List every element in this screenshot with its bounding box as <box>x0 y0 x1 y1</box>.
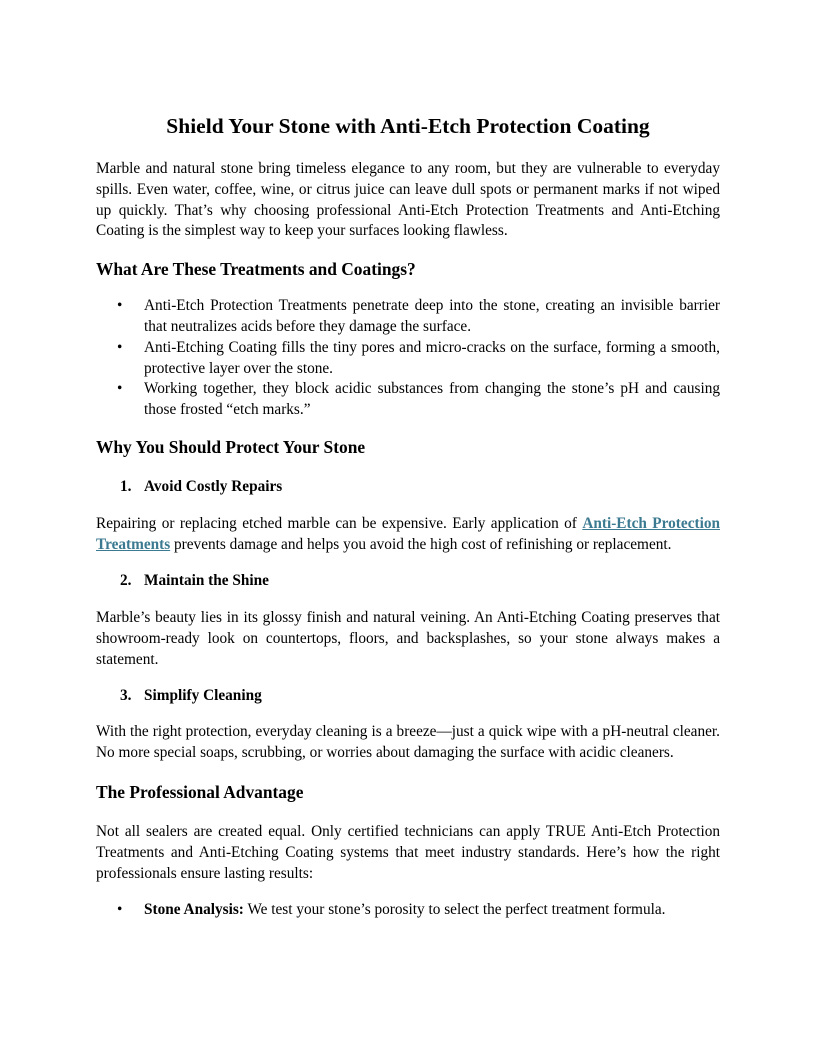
list-item: • Anti-Etching Coating fills the tiny pores and micro-cracks on the surface, forming a smooth, protective layer over the stone. <box>117 338 720 377</box>
professional-paragraph: Not all sealers are created equal. Only certified technicians can apply TRUE Anti-Etch Protection Treatments and Anti-Etching Coating systems that meet industry standards. Here’s how the right professionals ensure lasting results: <box>96 822 720 882</box>
anti-etch-treatments-link[interactable]: Anti-Etch Protection Treatments <box>96 514 720 553</box>
section-heading-professional: The Professional Advantage <box>96 781 304 802</box>
numbered-heading-shine: 2. Maintain the Shine <box>96 571 720 592</box>
numbered-heading-repairs: 1. Avoid Costly Repairs <box>96 477 720 498</box>
intro-paragraph: Marble and natural stone bring timeless elegance to any room, but they are vulnerable to everyday spills. Even water, coffee, wine, or citrus juice can leave dull spots or permanent marks if not wiped up quickly. That’s why choosing professional Anti-Etch Protection Treatments and Anti-Etching Coating is the simplest way to keep your surfaces looking flawless. <box>96 160 720 240</box>
repairs-paragraph: Repairing or replacing etched marble can be expensive. Early application of Anti-Etch Protection Treatments prevents damage and helps you avoid the high cost of refinishing or replacement. <box>96 514 720 553</box>
cleaning-paragraph: With the right protection, everyday cleaning is a breeze—just a quick wipe with a pH-neutral cleaner. No more special soaps, scrubbing, or worries about damaging the surface with acidic cleaners. <box>96 723 720 762</box>
list-item-label: Stone Analysis: <box>144 901 244 919</box>
section-heading-treatments: What Are These Treatments and Coatings? <box>96 259 416 280</box>
numbered-heading-cleaning: 3. Simplify Cleaning <box>96 686 720 707</box>
list-item: • Stone Analysis: We test your stone’s porosity to select the perfect treatment formula. <box>96 900 720 921</box>
bullet-icon: • <box>117 338 123 356</box>
treatments-list <box>96 296 720 421</box>
list-item: • Working together, they block acidic substances from changing the stone’s pH and causing those frosted “etch marks.” <box>117 380 720 419</box>
professional-list <box>96 900 720 921</box>
list-item: • Anti-Etch Protection Treatments penetrate deep into the stone, creating an invisible barrier that neutralizes acids before they damage the surface. <box>117 297 720 335</box>
document-content <box>96 111 720 921</box>
bullet-icon: • <box>117 297 123 315</box>
page-title: Shield Your Stone with Anti-Etch Protection Coating <box>166 114 650 138</box>
shine-paragraph: Marble’s beauty lies in its glossy finish and natural veining. An Anti-Etching Coating preserves that showroom-ready look on countertops, floors, and backsplashes, so your stone always makes a statement. <box>96 609 720 668</box>
item-number: 1. <box>120 477 132 495</box>
item-number: 3. <box>120 686 132 704</box>
item-number: 2. <box>120 572 132 590</box>
bullet-icon: • <box>117 380 123 398</box>
section-heading-why-protect: Why You Should Protect Your Stone <box>96 436 366 457</box>
bullet-icon: • <box>117 901 123 919</box>
